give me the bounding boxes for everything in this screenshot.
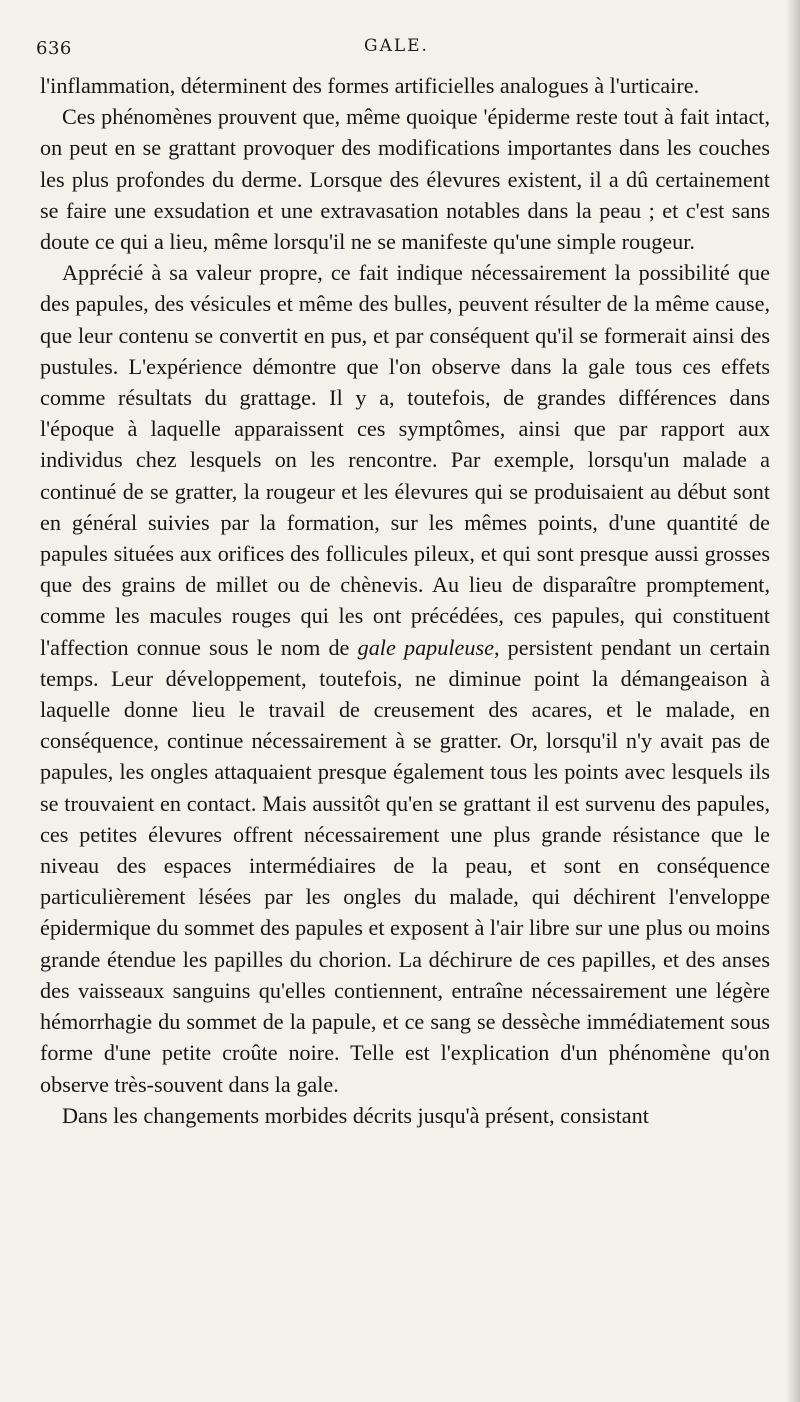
paragraph: Dans les changements morbides décrits jusqu'à présent, consistant: [62, 1102, 649, 1128]
paragraph-text: , persistent pendant un certain temps. Leur développement, toutefois, ne diminue point la démangeaison à laquelle donne lieu le travail de creusement des acares, et le malade, en conséquence, continue nécessairement à se gratter. Or, lorsqu'il n'y avait pas de papules, les ongles attaquaient presque également tous les points avec lesquels ils se trouvaient en contact. Mais aussitôt qu'en se grattant il est survenu des papules, ces petites élevures offrent nécessairement une plus grande résistance que le niveau des espaces intermédiaires de la peau, et sont en conséquence particulièrement lésées par les ongles du malade, qui déchirent l'enveloppe épidermique du sommet des papules et exposent à l'air libre sur une plus ou moins grande étendue les papilles du chorion. La déchirure de ces papilles, et des anses des vaisseaux sanguins qu'elles contiennent, entraîne nécessairement une légère hémorrhagie du sommet de la papule, et ce sang se dessèche immédiatement sous forme d'une petite croûte noire. Telle est l'explication d'un phénomène qu'on observe très-souvent dans la gale.: [40, 634, 771, 1097]
page-edge: [786, 0, 800, 1402]
paragraph-continuation: l'inflammation, déterminent des formes artificielles analogues à l'urticaire.: [40, 73, 700, 98]
page-header: [36, 34, 768, 64]
body-text: [40, 70, 770, 1131]
paragraph-text: Apprécié à sa valeur propre, ce fait indique nécessairement la possibilité que des papules, des vésicules et même des bulles, peuvent résulter de la même cause, que leur contenu se convertit en pus, et par conséquent qu'il se formerait ainsi des pustules. L'expérience démontre que l'on observe dans la gale tous ces effets comme résultats du grattage. Il y a, toutefois, de grandes différences dans l'époque à laquelle apparaissent ces symptômes, ainsi que par rapport aux individus chez lesquels on les rencontre. Par exemple, lorsqu'un malade a continué de se gratter, la rougeur et les élevures qui se produisaient au début sont en général suivies par la formation, sur les mêmes points, d'une quantité de papules situées aux orifices des follicules pileux, et qui sont presque aussi grosses que des grains de millet ou de chènevis. Au lieu de disparaître promptement, comme les macules rouges qui les ont précédées, ces papules, qui constituent l'affection connue sous le nom de: [40, 260, 770, 660]
paragraph: Ces phénomènes prouvent que, même quoique 'épiderme reste tout à fait intact, on peut en se grattant provoquer des modifications importantes dans les couches les plus profondes du derme. Lorsque des élevures existent, il a dû certainement se faire une exsudation et une extravasation notables dans la peau ; et c'est sans doute ce qui a lieu, même lorsqu'il ne se manifeste qu'une simple rougeur.: [40, 104, 770, 255]
italic-term: gale papuleuse: [357, 634, 494, 660]
running-title: GALE.: [364, 36, 429, 56]
paragraph: [40, 257, 770, 1099]
page-number: 636: [36, 38, 72, 59]
